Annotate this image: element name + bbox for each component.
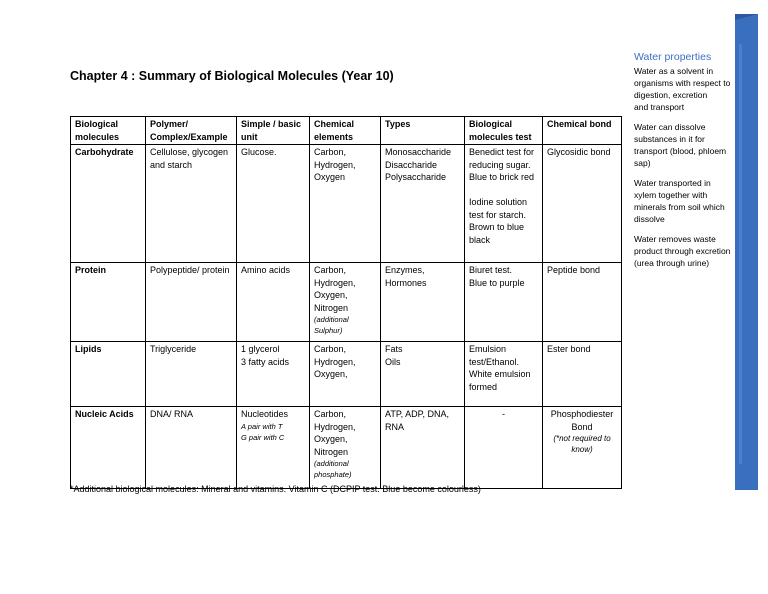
types-cell: Monosaccharide Disaccharide Polysaccharide <box>381 145 465 263</box>
polymer-cell: DNA/ RNA <box>146 407 237 489</box>
polymer-cell: Triglyceride <box>146 342 237 407</box>
sidebar-title: Water properties <box>634 51 712 63</box>
header-elements: Chemical elements <box>310 117 381 145</box>
header-bond: Chemical bond <box>543 117 622 145</box>
test-cell: - <box>465 407 543 489</box>
unit-note: A pair with T G pair with C <box>241 421 285 442</box>
elements-cell <box>310 263 381 342</box>
header-unit: Simple / basic unit <box>237 117 310 145</box>
table-header-row <box>71 117 622 145</box>
bond-cell: Glycosidic bond <box>543 145 622 263</box>
bond-cell <box>543 407 622 489</box>
types-cell: Enzymes, Hormones <box>381 263 465 342</box>
molecule-name: Lipids <box>71 342 146 407</box>
table-row <box>71 342 622 407</box>
table-row <box>71 263 622 342</box>
bond-note: (*not required to know) <box>553 434 611 454</box>
polymer-cell: Polypeptide/ protein <box>146 263 237 342</box>
test-cell: Emulsion test/Ethanol. White emulsion formed <box>465 342 543 407</box>
summary-table <box>70 116 622 489</box>
elements-text: Carbon, Hydrogen, Oxygen, Nitrogen <box>314 409 356 457</box>
types-cell: ATP, ADP, DNA, RNA <box>381 407 465 489</box>
elements-text: Carbon, Hydrogen, Oxygen, Nitrogen <box>314 265 356 313</box>
molecule-name: Nucleic Acids <box>71 407 146 489</box>
unit-cell <box>237 407 310 489</box>
header-polymer: Polymer/ Complex/Example <box>146 117 237 145</box>
molecule-name: Carbohydrate <box>71 145 146 263</box>
table-row <box>71 145 622 263</box>
test-cell: Biuret test. Blue to purple <box>465 263 543 342</box>
unit-cell: 1 glycerol 3 fatty acids <box>237 342 310 407</box>
test-cell: Benedict test for reducing sugar. Blue to brick red Iodine solution test for starch. Brown to blue black <box>465 145 543 263</box>
header-molecules: Biological molecules <box>71 117 146 145</box>
accent-bar <box>735 14 758 490</box>
sidebar-item: Water transported in xylem together with minerals from soil which dissolve <box>634 178 725 224</box>
bond-cell: Ester bond <box>543 342 622 407</box>
bond-text: Phosphodiester Bond <box>550 409 614 432</box>
unit-cell: Amino acids <box>237 263 310 342</box>
elements-cell: Carbon, Hydrogen, Oxygen, <box>310 342 381 407</box>
header-types: Types <box>381 117 465 145</box>
header-test: Biological molecules test <box>465 117 543 145</box>
elements-cell: Carbon, Hydrogen, Oxygen <box>310 145 381 263</box>
page-title: Chapter 4 : Summary of Biological Molecules (Year 10) <box>70 69 394 83</box>
elements-note: (additional phosphate) <box>314 459 352 479</box>
polymer-cell: Cellulose, glycogen and starch <box>146 145 237 263</box>
unit-cell: Glucose. <box>237 145 310 263</box>
bond-cell: Peptide bond <box>543 263 622 342</box>
sidebar-item: Water can dissolve substances in it for transport (blood, phloem sap) <box>634 122 727 168</box>
unit-text: Nucleotides <box>241 409 289 419</box>
sidebar-item: Water removes waste product through excretion (urea through urine) <box>634 234 731 268</box>
molecule-name: Protein <box>71 263 146 342</box>
elements-note: (additional Sulphur) <box>314 315 349 335</box>
elements-cell <box>310 407 381 489</box>
types-cell: Fats Oils <box>381 342 465 407</box>
sidebar-item: Water as a solvent in organisms with respect to digestion, excretion and transport <box>634 66 731 112</box>
table-row <box>71 407 622 489</box>
footnote: *Additional biological molecules: Mineral and vitamins. Vitamin C (DCPIP test. Blue become colourless) <box>70 484 481 494</box>
water-properties-panel <box>634 51 734 277</box>
